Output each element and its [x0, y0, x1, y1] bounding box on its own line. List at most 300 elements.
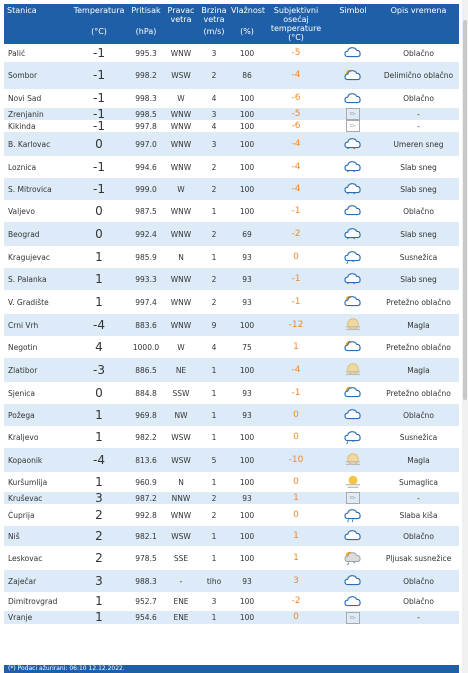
fog-icon: [342, 452, 364, 468]
svg-text:*: *: [346, 238, 349, 242]
pressure-value: 992.4: [128, 222, 164, 246]
station-name: Požega: [4, 404, 70, 426]
feels-like-value: -1: [264, 290, 328, 314]
pressure-value: 985.9: [128, 246, 164, 268]
humidity-value: 100: [230, 611, 264, 624]
humidity-value: 75: [230, 336, 264, 358]
pressure-value: 886.5: [128, 358, 164, 382]
wind-direction-value: NE: [164, 358, 198, 382]
symbol-cell: [328, 472, 378, 492]
temperature-value: 1: [70, 404, 128, 426]
humidity-value: 100: [230, 132, 264, 156]
header-station: Stanica: [4, 4, 70, 44]
wind-direction-value: SSE: [164, 546, 198, 570]
weather-table: [4, 4, 459, 624]
missing-image-icon: ▫-: [346, 108, 360, 120]
wind-direction-value: WNW: [164, 314, 198, 336]
humidity-value: 100: [230, 178, 264, 200]
wind-direction-value: WNW: [164, 504, 198, 526]
temperature-value: -1: [70, 44, 128, 62]
weather-description: Slab sneg: [378, 222, 459, 246]
temperature-value: 1: [70, 426, 128, 448]
humidity-value: 100: [230, 314, 264, 336]
svg-text:*: *: [346, 193, 349, 197]
svg-text:*: *: [353, 238, 356, 242]
weather-description: Slab sneg: [378, 178, 459, 200]
station-name: Palić: [4, 44, 70, 62]
weather-description: -: [378, 611, 459, 624]
svg-text:*: *: [352, 261, 355, 265]
symbol-cell: [328, 268, 378, 290]
wind-speed-value: 2: [198, 492, 230, 504]
snow-icon: [342, 271, 364, 287]
pressure-value: 994.6: [128, 156, 164, 178]
snow-icon: [342, 181, 364, 197]
wind-direction-value: WSW: [164, 448, 198, 472]
humidity-value: 86: [230, 62, 264, 89]
table-row: [4, 62, 459, 89]
table-row: [4, 448, 459, 472]
temperature-value: 2: [70, 526, 128, 546]
wind-speed-value: 4: [198, 89, 230, 108]
wind-direction-value: WNW: [164, 44, 198, 62]
missing-image-icon: ▫-: [346, 492, 360, 504]
humidity-value: 100: [230, 526, 264, 546]
pressure-value: 982.2: [128, 426, 164, 448]
symbol-cell: [328, 290, 378, 314]
table-row: [4, 570, 459, 592]
pressure-value: 813.6: [128, 448, 164, 472]
table-row: [4, 526, 459, 546]
symbol-cell: [328, 120, 378, 132]
station-name: Dimitrovgrad: [4, 592, 70, 611]
cloud-icon: [342, 203, 364, 219]
feels-like-value: 0: [264, 426, 328, 448]
temperature-value: -4: [70, 448, 128, 472]
pressure-value: 987.5: [128, 200, 164, 222]
wind-speed-value: 2: [198, 504, 230, 526]
header-wind-speed: Brzina vetra (m/s): [198, 4, 230, 44]
feels-like-value: -6: [264, 120, 328, 132]
wind-speed-value: 1: [198, 246, 230, 268]
scrollbar[interactable]: [462, 0, 468, 673]
station-name: Niš: [4, 526, 70, 546]
feels-like-value: 3: [264, 570, 328, 592]
table-row: [4, 178, 459, 200]
pressure-value: 992.8: [128, 504, 164, 526]
station-name: Zrenjanin: [4, 108, 70, 120]
svg-text:*: *: [353, 148, 356, 152]
sleet-icon: [342, 429, 364, 445]
svg-text:*: *: [346, 171, 349, 175]
svg-text:*: *: [346, 148, 349, 152]
station-name: Negotin: [4, 336, 70, 358]
wind-speed-value: 1: [198, 526, 230, 546]
symbol-cell: [328, 382, 378, 404]
table-row: [4, 611, 459, 624]
station-name: Valjevo: [4, 200, 70, 222]
snow-icon: [342, 159, 364, 175]
feels-like-value: 0: [264, 472, 328, 492]
humidity-value: 93: [230, 246, 264, 268]
wind-direction-value: WSW: [164, 526, 198, 546]
pressure-value: 993.3: [128, 268, 164, 290]
temperature-value: 1: [70, 472, 128, 492]
wind-direction-value: WNW: [164, 222, 198, 246]
wind-speed-value: 9: [198, 314, 230, 336]
feels-like-value: 1: [264, 336, 328, 358]
table-row: [4, 200, 459, 222]
header-symbol: Simbol: [328, 4, 378, 44]
weather-description: Magla: [378, 448, 459, 472]
wind-direction-value: NNW: [164, 492, 198, 504]
weather-description: Susnežica: [378, 246, 459, 268]
svg-text:*: *: [353, 193, 356, 197]
table-row: [4, 492, 459, 504]
svg-text:*: *: [353, 171, 356, 175]
temperature-value: -1: [70, 89, 128, 108]
header-humidity: Vlažnost (%): [230, 4, 264, 44]
feels-like-value: -12: [264, 314, 328, 336]
table-row: [4, 268, 459, 290]
station-name: Kruševac: [4, 492, 70, 504]
weather-description: -: [378, 492, 459, 504]
temperature-value: 4: [70, 336, 128, 358]
humidity-value: 93: [230, 382, 264, 404]
weather-description: Susnežica: [378, 426, 459, 448]
header-temperature: Temperatura (°C): [70, 4, 128, 44]
table-row: [4, 546, 459, 570]
pressure-value: 998.3: [128, 89, 164, 108]
scrollbar-thumb[interactable]: [463, 20, 467, 400]
station-name: Kopaonik: [4, 448, 70, 472]
wind-speed-value: 2: [198, 268, 230, 290]
station-name: Zlatibor: [4, 358, 70, 382]
humidity-value: 100: [230, 358, 264, 382]
symbol-cell: [328, 336, 378, 358]
wind-direction-value: N: [164, 246, 198, 268]
humidity-value: 69: [230, 222, 264, 246]
symbol-cell: [328, 448, 378, 472]
feels-like-value: 1: [264, 526, 328, 546]
humidity-value: 93: [230, 492, 264, 504]
weather-description: Pretežno oblačno: [378, 382, 459, 404]
feels-like-value: -4: [264, 132, 328, 156]
wind-speed-value: 3: [198, 132, 230, 156]
temperature-value: -1: [70, 156, 128, 178]
weather-description: Oblačno: [378, 89, 459, 108]
humidity-value: 100: [230, 472, 264, 492]
table-row: [4, 108, 459, 120]
weather-description: Oblačno: [378, 44, 459, 62]
sleet-icon: [342, 249, 364, 265]
weather-description: Magla: [378, 314, 459, 336]
pressure-value: 999.0: [128, 178, 164, 200]
humidity-value: 93: [230, 290, 264, 314]
table-row: [4, 290, 459, 314]
pressure-value: 987.2: [128, 492, 164, 504]
wind-speed-value: 5: [198, 448, 230, 472]
symbol-cell: [328, 222, 378, 246]
weather-description: Oblačno: [378, 200, 459, 222]
weather-description: Slab sneg: [378, 156, 459, 178]
wind-direction-value: WNW: [164, 120, 198, 132]
wind-speed-value: 2: [198, 222, 230, 246]
feels-like-value: -5: [264, 44, 328, 62]
symbol-cell: [328, 62, 378, 89]
pressure-value: 1000.0: [128, 336, 164, 358]
wind-direction-value: WNW: [164, 268, 198, 290]
weather-description: Pretežno oblačno: [378, 290, 459, 314]
rain-icon: [342, 507, 364, 523]
temperature-value: -1: [70, 62, 128, 89]
table-row: [4, 314, 459, 336]
station-name: Sombor: [4, 62, 70, 89]
symbol-cell: [328, 504, 378, 526]
missing-image-icon: ▫-: [346, 612, 360, 624]
header-feels-like: Subjektivni osećaj temperature (°C): [264, 4, 328, 44]
symbol-cell: [328, 611, 378, 624]
humidity-value: 100: [230, 44, 264, 62]
symbol-cell: [328, 526, 378, 546]
cloud-icon: [342, 407, 364, 423]
symbol-cell: [328, 546, 378, 570]
feels-like-value: -2: [264, 222, 328, 246]
station-name: Kuršumlija: [4, 472, 70, 492]
weather-description: Sumaglica: [378, 472, 459, 492]
station-name: Vranje: [4, 611, 70, 624]
fog-icon: [342, 317, 364, 333]
svg-text:*: *: [352, 441, 355, 445]
pressure-value: 884.8: [128, 382, 164, 404]
station-name: B. Karlovac: [4, 132, 70, 156]
partly-cloudy-icon: [342, 339, 364, 355]
wind-direction-value: W: [164, 178, 198, 200]
wind-direction-value: W: [164, 89, 198, 108]
feels-like-value: 0: [264, 404, 328, 426]
wind-direction-value: WNW: [164, 290, 198, 314]
svg-text:*: *: [353, 283, 356, 287]
symbol-cell: [328, 246, 378, 268]
cloud-icon: [342, 528, 364, 544]
humidity-value: 100: [230, 156, 264, 178]
missing-image-icon: ▫-: [346, 120, 360, 132]
station-name: V. Gradište: [4, 290, 70, 314]
temperature-value: 2: [70, 504, 128, 526]
table-row: [4, 246, 459, 268]
svg-text:*: *: [353, 562, 356, 566]
weather-description: -: [378, 108, 459, 120]
table-row: [4, 89, 459, 108]
station-name: S. Mitrovica: [4, 178, 70, 200]
temperature-value: 1: [70, 592, 128, 611]
feels-like-value: -4: [264, 156, 328, 178]
feels-like-value: -4: [264, 358, 328, 382]
table-row: [4, 592, 459, 611]
pressure-value: 978.5: [128, 546, 164, 570]
table-row: [4, 336, 459, 358]
feels-like-value: -6: [264, 89, 328, 108]
humidity-value: 100: [230, 108, 264, 120]
pressure-value: 969.8: [128, 404, 164, 426]
feels-like-value: 0: [264, 611, 328, 624]
temperature-value: 1: [70, 246, 128, 268]
symbol-cell: [328, 404, 378, 426]
station-name: Zaječar: [4, 570, 70, 592]
cloud-icon: [342, 91, 364, 107]
wind-direction-value: SSW: [164, 382, 198, 404]
feels-like-value: -1: [264, 200, 328, 222]
station-name: Crni Vrh: [4, 314, 70, 336]
pressure-value: 998.5: [128, 108, 164, 120]
symbol-cell: [328, 426, 378, 448]
feels-like-value: 0: [264, 504, 328, 526]
partly-cloudy-icon: [342, 385, 364, 401]
pressure-value: 982.1: [128, 526, 164, 546]
weather-description: Pljusak susnežice: [378, 546, 459, 570]
temperature-value: -3: [70, 358, 128, 382]
wind-direction-value: NW: [164, 404, 198, 426]
weather-description: Umeren sneg: [378, 132, 459, 156]
wind-speed-value: 1: [198, 546, 230, 570]
shower-icon: [342, 550, 364, 566]
wind-direction-value: WNW: [164, 108, 198, 120]
weather-description: -: [378, 120, 459, 132]
wind-speed-value: 3: [198, 592, 230, 611]
wind-speed-value: 2: [198, 290, 230, 314]
weather-table-container: [4, 4, 459, 624]
pressure-value: 997.0: [128, 132, 164, 156]
temperature-value: -1: [70, 108, 128, 120]
weather-description: Oblačno: [378, 526, 459, 546]
temperature-value: 0: [70, 132, 128, 156]
temperature-value: 3: [70, 492, 128, 504]
wind-speed-value: 4: [198, 120, 230, 132]
temperature-value: -1: [70, 178, 128, 200]
humidity-value: 100: [230, 592, 264, 611]
wind-direction-value: ENE: [164, 611, 198, 624]
feels-like-value: -10: [264, 448, 328, 472]
symbol-cell: [328, 89, 378, 108]
fog-icon: [342, 362, 364, 378]
pressure-value: 960.9: [128, 472, 164, 492]
partly-cloudy-icon: [342, 294, 364, 310]
table-row: [4, 358, 459, 382]
pressure-value: 998.2: [128, 62, 164, 89]
humidity-value: 100: [230, 504, 264, 526]
table-row: [4, 222, 459, 246]
cloud-icon: [342, 45, 364, 61]
temperature-value: -1: [70, 120, 128, 132]
station-name: Kragujevac: [4, 246, 70, 268]
wind-direction-value: -: [164, 570, 198, 592]
symbol-cell: [328, 492, 378, 504]
humidity-value: 93: [230, 268, 264, 290]
wind-speed-value: 2: [198, 156, 230, 178]
table-row: [4, 426, 459, 448]
feels-like-value: -4: [264, 62, 328, 89]
wind-direction-value: WNW: [164, 132, 198, 156]
cloud-icon: [342, 594, 364, 610]
feels-like-value: -4: [264, 178, 328, 200]
table-row: [4, 382, 459, 404]
header-description: Opis vremena: [378, 4, 459, 44]
wind-direction-value: N: [164, 472, 198, 492]
temperature-value: 0: [70, 200, 128, 222]
temperature-value: 1: [70, 290, 128, 314]
humidity-value: 93: [230, 570, 264, 592]
humidity-value: 100: [230, 448, 264, 472]
station-name: Leskovac: [4, 546, 70, 570]
header-wind-direction: Pravac vetra: [164, 4, 198, 44]
snow-icon: [342, 136, 364, 152]
pressure-value: 988.3: [128, 570, 164, 592]
symbol-cell: [328, 156, 378, 178]
wind-speed-value: 1: [198, 382, 230, 404]
table-row: [4, 120, 459, 132]
table-row: [4, 504, 459, 526]
feels-like-value: -2: [264, 592, 328, 611]
symbol-cell: [328, 314, 378, 336]
snow-icon: [342, 226, 364, 242]
feels-like-value: -1: [264, 382, 328, 404]
temperature-value: 2: [70, 546, 128, 570]
humidity-value: 100: [230, 89, 264, 108]
partly-cloudy-icon: [342, 68, 364, 84]
temperature-value: 0: [70, 222, 128, 246]
table-header-row: [4, 4, 459, 44]
weather-description: Oblačno: [378, 592, 459, 611]
temperature-value: 1: [70, 268, 128, 290]
station-name: Ćuprija: [4, 504, 70, 526]
wind-direction-value: WNW: [164, 156, 198, 178]
symbol-cell: [328, 592, 378, 611]
wind-direction-value: WSW: [164, 426, 198, 448]
station-name: Sjenica: [4, 382, 70, 404]
station-name: S. Palanka: [4, 268, 70, 290]
humidity-value: 93: [230, 404, 264, 426]
pressure-value: 954.6: [128, 611, 164, 624]
weather-description: Delimično oblačno: [378, 62, 459, 89]
weather-description: Oblačno: [378, 404, 459, 426]
wind-direction-value: WNW: [164, 200, 198, 222]
wind-speed-value: 4: [198, 336, 230, 358]
wind-speed-value: 2: [198, 62, 230, 89]
wind-direction-value: W: [164, 336, 198, 358]
wind-speed-value: 3: [198, 108, 230, 120]
pressure-value: 995.3: [128, 44, 164, 62]
table-row: [4, 156, 459, 178]
weather-description: Slab sneg: [378, 268, 459, 290]
cloud-icon: [342, 573, 364, 589]
humidity-value: 100: [230, 426, 264, 448]
wind-direction-value: WSW: [164, 62, 198, 89]
symbol-cell: [328, 132, 378, 156]
update-footer: (*) Podaci ažurirani: 06:10 12.12.2022.: [4, 665, 459, 673]
symbol-cell: [328, 200, 378, 222]
feels-like-value: 0: [264, 246, 328, 268]
symbol-cell: [328, 358, 378, 382]
wind-speed-value: 1: [198, 404, 230, 426]
humidity-value: 100: [230, 120, 264, 132]
pressure-value: 997.8: [128, 120, 164, 132]
wind-speed-value: 2: [198, 178, 230, 200]
station-name: Beograd: [4, 222, 70, 246]
pressure-value: 883.6: [128, 314, 164, 336]
feels-like-value: -5: [264, 108, 328, 120]
wind-speed-value: 1: [198, 426, 230, 448]
feels-like-value: 1: [264, 546, 328, 570]
